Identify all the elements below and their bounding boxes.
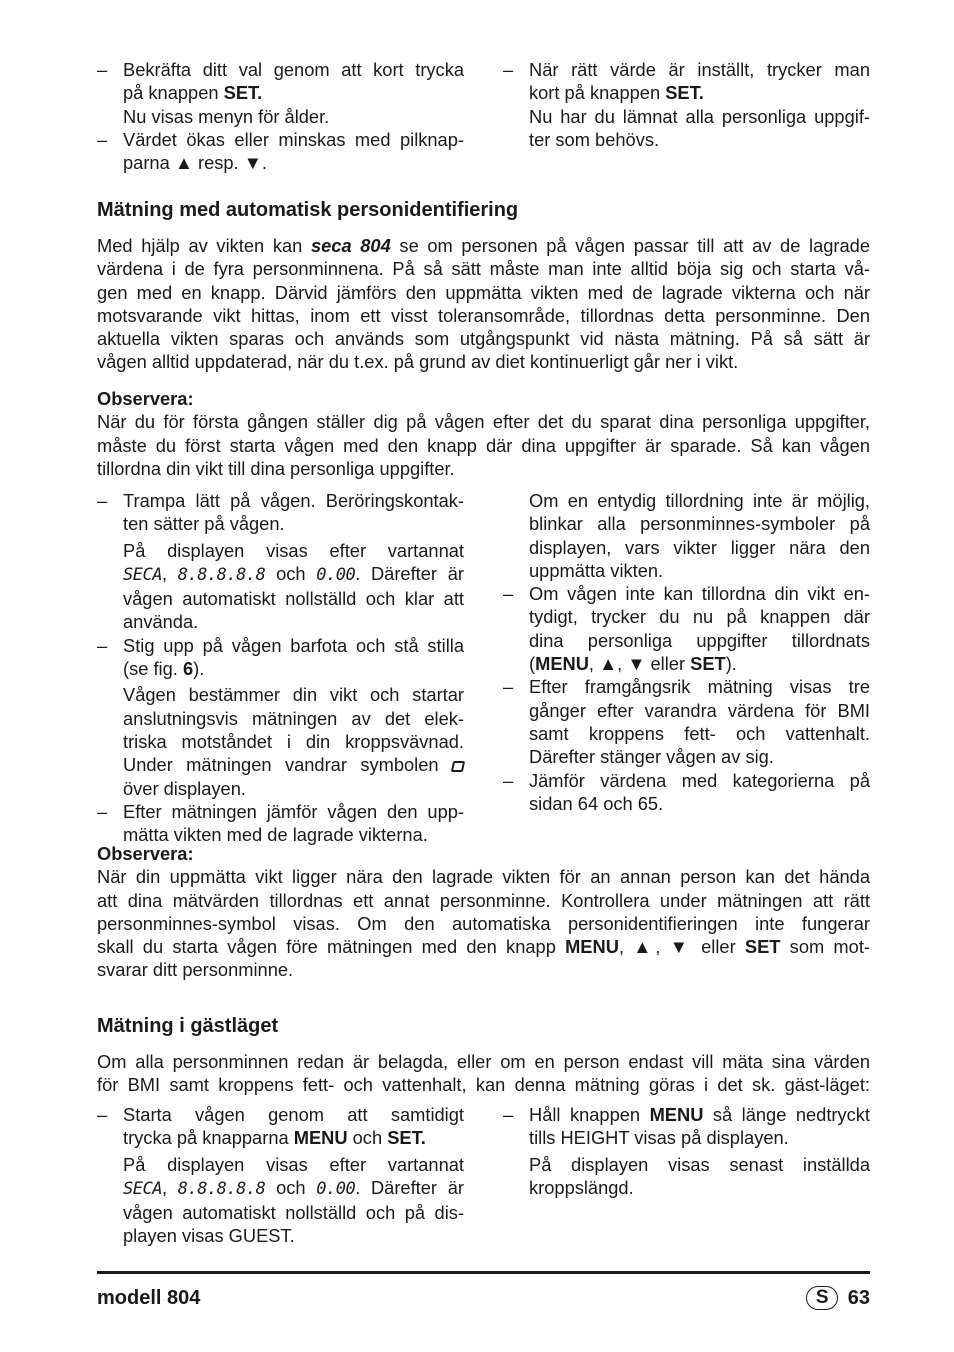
section1-left-column (97, 489, 464, 846)
section1-right-column (503, 489, 870, 815)
note-label: Observera: (97, 843, 194, 864)
section2-left-column (97, 1103, 464, 1248)
text-line: Nu visas menyn för ålder. (123, 105, 330, 127)
section2-right-column (503, 1103, 870, 1199)
list-item: – När rätt värde är inställt, trycker man kort på knappen SET. (503, 59, 870, 104)
list-item: – Trampa lätt på vågen. Beröringskontak- ten sätter på vågen. På displayen visas efter vartannat SECA, 8.8.8.8.8 och 0.00. Därefter är vågen automatiskt nollställd och klar att använda. (97, 490, 464, 633)
list-item: – Starta vågen genom att samtidigt trycka på knapparna MENU och SET. På displayen visas efter vartannat SECA, 8.8.8.8.8 och 0.00. Därefter är vågen automatiskt nollställd och på dis- playen visas GUEST. (97, 1104, 464, 1247)
text-line: (se fig. 6). (123, 658, 205, 680)
note-block (97, 387, 870, 480)
display-sequence-line: SECA, 8.8.8.8.8 och 0.00. Därefter är (123, 1176, 464, 1199)
brand-name: seca 804 (310, 235, 391, 256)
text-line: blinkar alla personminnes-symboler på (529, 513, 870, 535)
text-line: vågen automatiskt nollställd och klar att (123, 588, 464, 610)
text-line: Nu har du lämnat alla personliga uppgif- (529, 105, 870, 127)
text-line: Trampa lätt på vågen. Beröringskontak- (123, 490, 464, 511)
text-line: Efter mätningen jämför vågen den upp- (123, 800, 464, 822)
section1-paragraph (97, 234, 870, 374)
text-line: Vågen bestämmer din vikt och startar (123, 684, 464, 706)
text-line: På displayen visas efter vartannat (123, 1153, 464, 1175)
footer-rule (97, 1271, 870, 1274)
section-heading-auto-identification: Mätning med automatisk personidentifiering (97, 199, 519, 221)
lcd-zero: 0.00 (316, 1178, 356, 1199)
text-line: Stig upp på vågen barfota och stå stilla (123, 634, 464, 656)
text-line: När din uppmätta vikt ligger nära den lagrade vikten för an annan person kan det hända (97, 866, 870, 888)
text-line: samt kroppens fett- och vattenhalt. (529, 722, 870, 744)
text-line: över displayen. (123, 777, 246, 799)
text-line: När du för första gången ställer dig på vågen efter det du sparat dina personliga uppgifter, (97, 411, 870, 433)
text-line: svarar ditt personminne. (97, 959, 294, 981)
lcd-zero: 0.00 (316, 564, 356, 585)
text-line: tills HEIGHT visas på displayen. (529, 1127, 789, 1149)
list-item: – Jämför värdena med kategorierna på sidan 64 och 65. (503, 769, 870, 814)
list-item: – Håll knappen MENU så länge nedtryckt tills HEIGHT visas på displayen. På displayen visas senast inställda kroppslängd. (503, 1104, 871, 1198)
text-line: playen visas GUEST. (123, 1225, 295, 1247)
text-line: kort på knappen SET. (529, 82, 704, 104)
list-item: – Bekräfta ditt val genom att kort trycka på knappen SET. (97, 59, 464, 104)
text-line: (MENU, ▲, ▼ eller SET). (529, 653, 737, 675)
text-line: Efter framgångsrik mätning visas tre (529, 676, 870, 698)
lcd-seca: SECA (123, 564, 162, 585)
note-block (97, 842, 870, 982)
list-item: – Stig upp på vågen barfota och stå stilla (se fig. 6). Vågen bestämmer din vikt och startar anslutningsvis mätningen av det elek- triska motståndet i din kroppsvävnad. Under mätningen vandrar symbolen över displayen. (97, 634, 464, 799)
text-line: måste du först starta vågen med den knapp där dina uppgifter är sparade. Så kan vågen (97, 434, 870, 456)
text-line: tydigt, trycker du nu på knappen där (529, 606, 870, 628)
note-label: Observera: (97, 388, 194, 409)
footer-model: modell 804 (97, 1287, 201, 1309)
text-line: aktuella vikten sparas och används som utgångspunkt vid nästa mätning. På så sätt är (97, 328, 870, 350)
text-line: dina personliga uppgifter tillordnats (529, 629, 870, 651)
text-line: gånger efter varandra värdena för BMI (529, 699, 870, 721)
text-line: använda. (123, 611, 199, 633)
text-line: ten sätter på vågen. (123, 513, 285, 535)
list-item-continuation (503, 489, 870, 582)
text-line: När rätt värde är inställt, trycker man (529, 59, 870, 80)
lcd-test-pattern: 8.8.8.8.8 (177, 564, 266, 585)
text-line: Starta vågen genom att samtidigt (123, 1104, 464, 1125)
text-line: motsvarande vikt hittas, inom ett visst toleransområde, tillordnas detta personminne. Den (97, 304, 870, 326)
text-line: på knappen SET. (123, 82, 263, 104)
text-line: ter som behövs. (529, 128, 660, 150)
section2-paragraph (97, 1050, 870, 1097)
lcd-seca: SECA (123, 1178, 162, 1199)
text-line: Värdet ökas eller minskas med pilknap- (123, 128, 464, 150)
text-line: personminnes-symbol visas. Om den automatiska personidentifieringen inte fungerar (97, 912, 870, 934)
footer-page-info (806, 1286, 870, 1310)
text-line: att dina mätvärden tillordnas ett annat personminne. Kontrollera under mätningen att rätt (97, 889, 870, 911)
section-heading-guest-mode: Mätning i gästläget (97, 1015, 279, 1037)
text-line: kroppslängd. (529, 1176, 634, 1198)
text-line: Håll knappen MENU så länge nedtryckt (529, 1104, 871, 1125)
text-line: anslutningsvis mätningen av det elek- (123, 707, 464, 729)
text-line: sidan 64 och 65. (529, 792, 664, 814)
list-item-continuation (503, 105, 870, 152)
display-sequence-line: SECA, 8.8.8.8.8 och 0.00. Därefter är (123, 562, 464, 585)
text-line: Om en entydig tillordning inte är möjlig, (529, 490, 870, 511)
page-number: 63 (847, 1286, 870, 1309)
text-line: Om alla personminnen redan är belagda, eller om en person endast vill mäta sina värden (97, 1051, 870, 1072)
text-line: uppmätta vikten. (529, 559, 664, 581)
text-line: trycka på knapparna MENU och SET. (123, 1127, 426, 1149)
text-line: Under mätningen vandrar symbolen (123, 753, 464, 776)
text-line: Med hjälp av vikten kan seca 804 se om personen på vågen passar till att av de lagrade (97, 235, 871, 256)
text-line: Jämför värdena med kategorierna på (529, 769, 870, 791)
text-line: På displayen visas efter vartannat (123, 539, 464, 561)
language-badge: S (806, 1286, 838, 1310)
list-item: – Efter mätningen jämför vågen den upp- mätta vikten med de lagrade vikterna. (97, 800, 464, 846)
list-item: – Om vågen inte kan tillordna din vikt en- tydigt, trycker du nu på knappen där dina personliga uppgifter tillordnats (MENU, ▲, ▼ eller SET). (503, 583, 870, 675)
text-line: vågen automatiskt nollställd och på dis- (123, 1202, 464, 1224)
top-left-column (97, 58, 464, 174)
text-line: parna ▲ resp. ▼. (123, 152, 267, 174)
measuring-symbol-icon (451, 761, 465, 772)
text-line: På displayen visas senast inställda (529, 1153, 870, 1175)
top-right-column (503, 58, 870, 151)
list-item: – Värdet ökas eller minskas med pilknap- parna ▲ resp. ▼. (97, 128, 464, 174)
text-line: Därefter stänger vågen av sig. (529, 746, 774, 768)
list-item: – Efter framgångsrik mätning visas tre gånger efter varandra värdena för BMI samt kroppens fett- och vattenhalt. Därefter stänger vågen av sig. (503, 676, 870, 768)
text-line: värdena i de fyra personminnena. På så sätt måste man inte alltid böja sig och starta vå- (97, 258, 870, 280)
text-line: Om vågen inte kan tillordna din vikt en- (529, 583, 870, 605)
lcd-test-pattern: 8.8.8.8.8 (177, 1178, 266, 1199)
text-line: gen med en knapp. Därvid jämförs den uppmätta vikten med de lagrade vikterna och när (97, 281, 870, 303)
text-line: Bekräfta ditt val genom att kort trycka (123, 59, 464, 80)
text-line: displayen, vars vikter ligger nära den (529, 536, 870, 558)
text-line: vågen alltid uppdaterad, när du t.ex. på grund av diet kontinuerligt går ner i vikt. (97, 351, 739, 373)
text-line: skall du starta vågen före mätningen med den knapp MENU, ▲, ▼ eller SET som mot- (97, 936, 870, 958)
text-line: mätta vikten med de lagrade vikterna. (123, 824, 428, 846)
text-line: triska motståndet i din kroppsvävnad. (123, 730, 464, 752)
text-line: tillordna din vikt till dina personliga uppgifter. (97, 457, 455, 479)
text-line: för BMI samt kroppens fett- och vattenhalt, kan denna mätning göras i det sk. gäst-läget: (97, 1074, 870, 1096)
